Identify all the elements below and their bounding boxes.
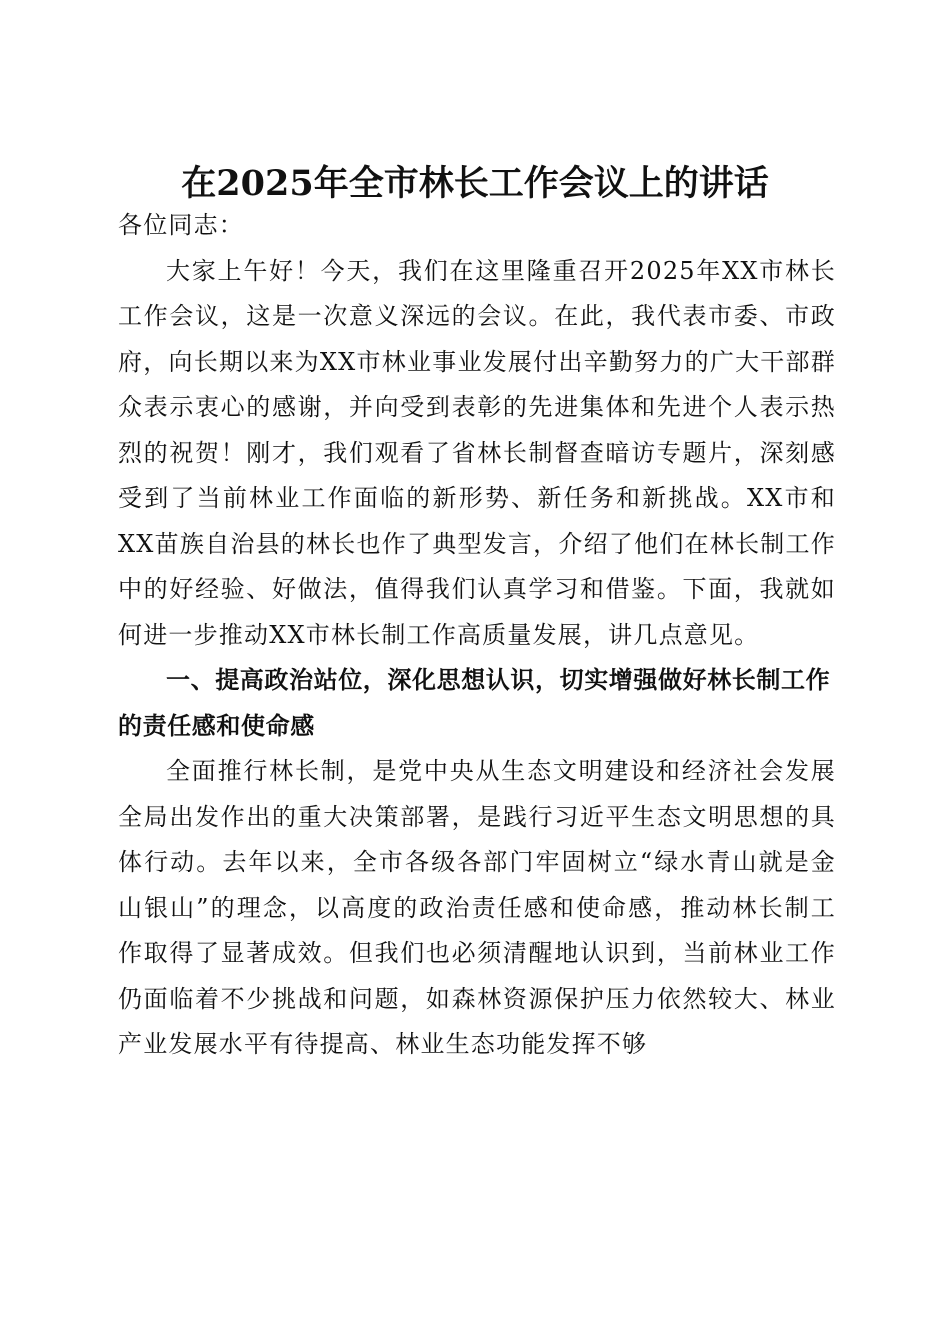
document-title: 在2025年全市林长工作会议上的讲话 — [181, 163, 769, 205]
paragraph-section-1: 全面推行林长制，是党中央从生态文明建设和经济社会发展全局出发作出的重大决策部署，是践行习近平生态文明思想的具体行动。去年以来，全市各级各部门牢固树立“绿水青山就是金山银山”的理念，以高度的政治责任感和使命感，推动林长制工作取得了显著成效。但我们也必须清醒地认识到，当前林业工作仍面临着不少挑战和问题，如森林资源保护压力依然较大、林业产业发展水平有待提高、林业生态功能发挥不够 — [118, 757, 836, 1058]
salutation: 各位同志： — [118, 211, 244, 239]
paragraph-opening: 大家上午好！今天，我们在这里隆重召开2025年XX市林长工作会议，这是一次意义深远的会议。在此，我代表市委、市政府，向长期以来为XX市林业事业发展付出辛勤努力的广大干部群众表示衷心的感谢，并向受到表彰的先进集体和先进个人表示热烈的祝贺！刚才，我们观看了省林长制督查暗访专题片，深刻感受到了当前林业工作面临的新形势、新任务和新挑战。XX市和XX苗族自治县的林长也作了典型发言，介绍了他们在林长制工作中的好经验、好做法，值得我们认真学习和借鉴。下面，我就如何进一步推动XX市林长制工作高质量发展，讲几点意见。 — [118, 256, 836, 649]
section-heading-1: 一、提高政治站位，深化思想认识，切实增强做好林长制工作的责任感和使命感 — [118, 666, 831, 740]
document-body — [118, 203, 836, 1068]
